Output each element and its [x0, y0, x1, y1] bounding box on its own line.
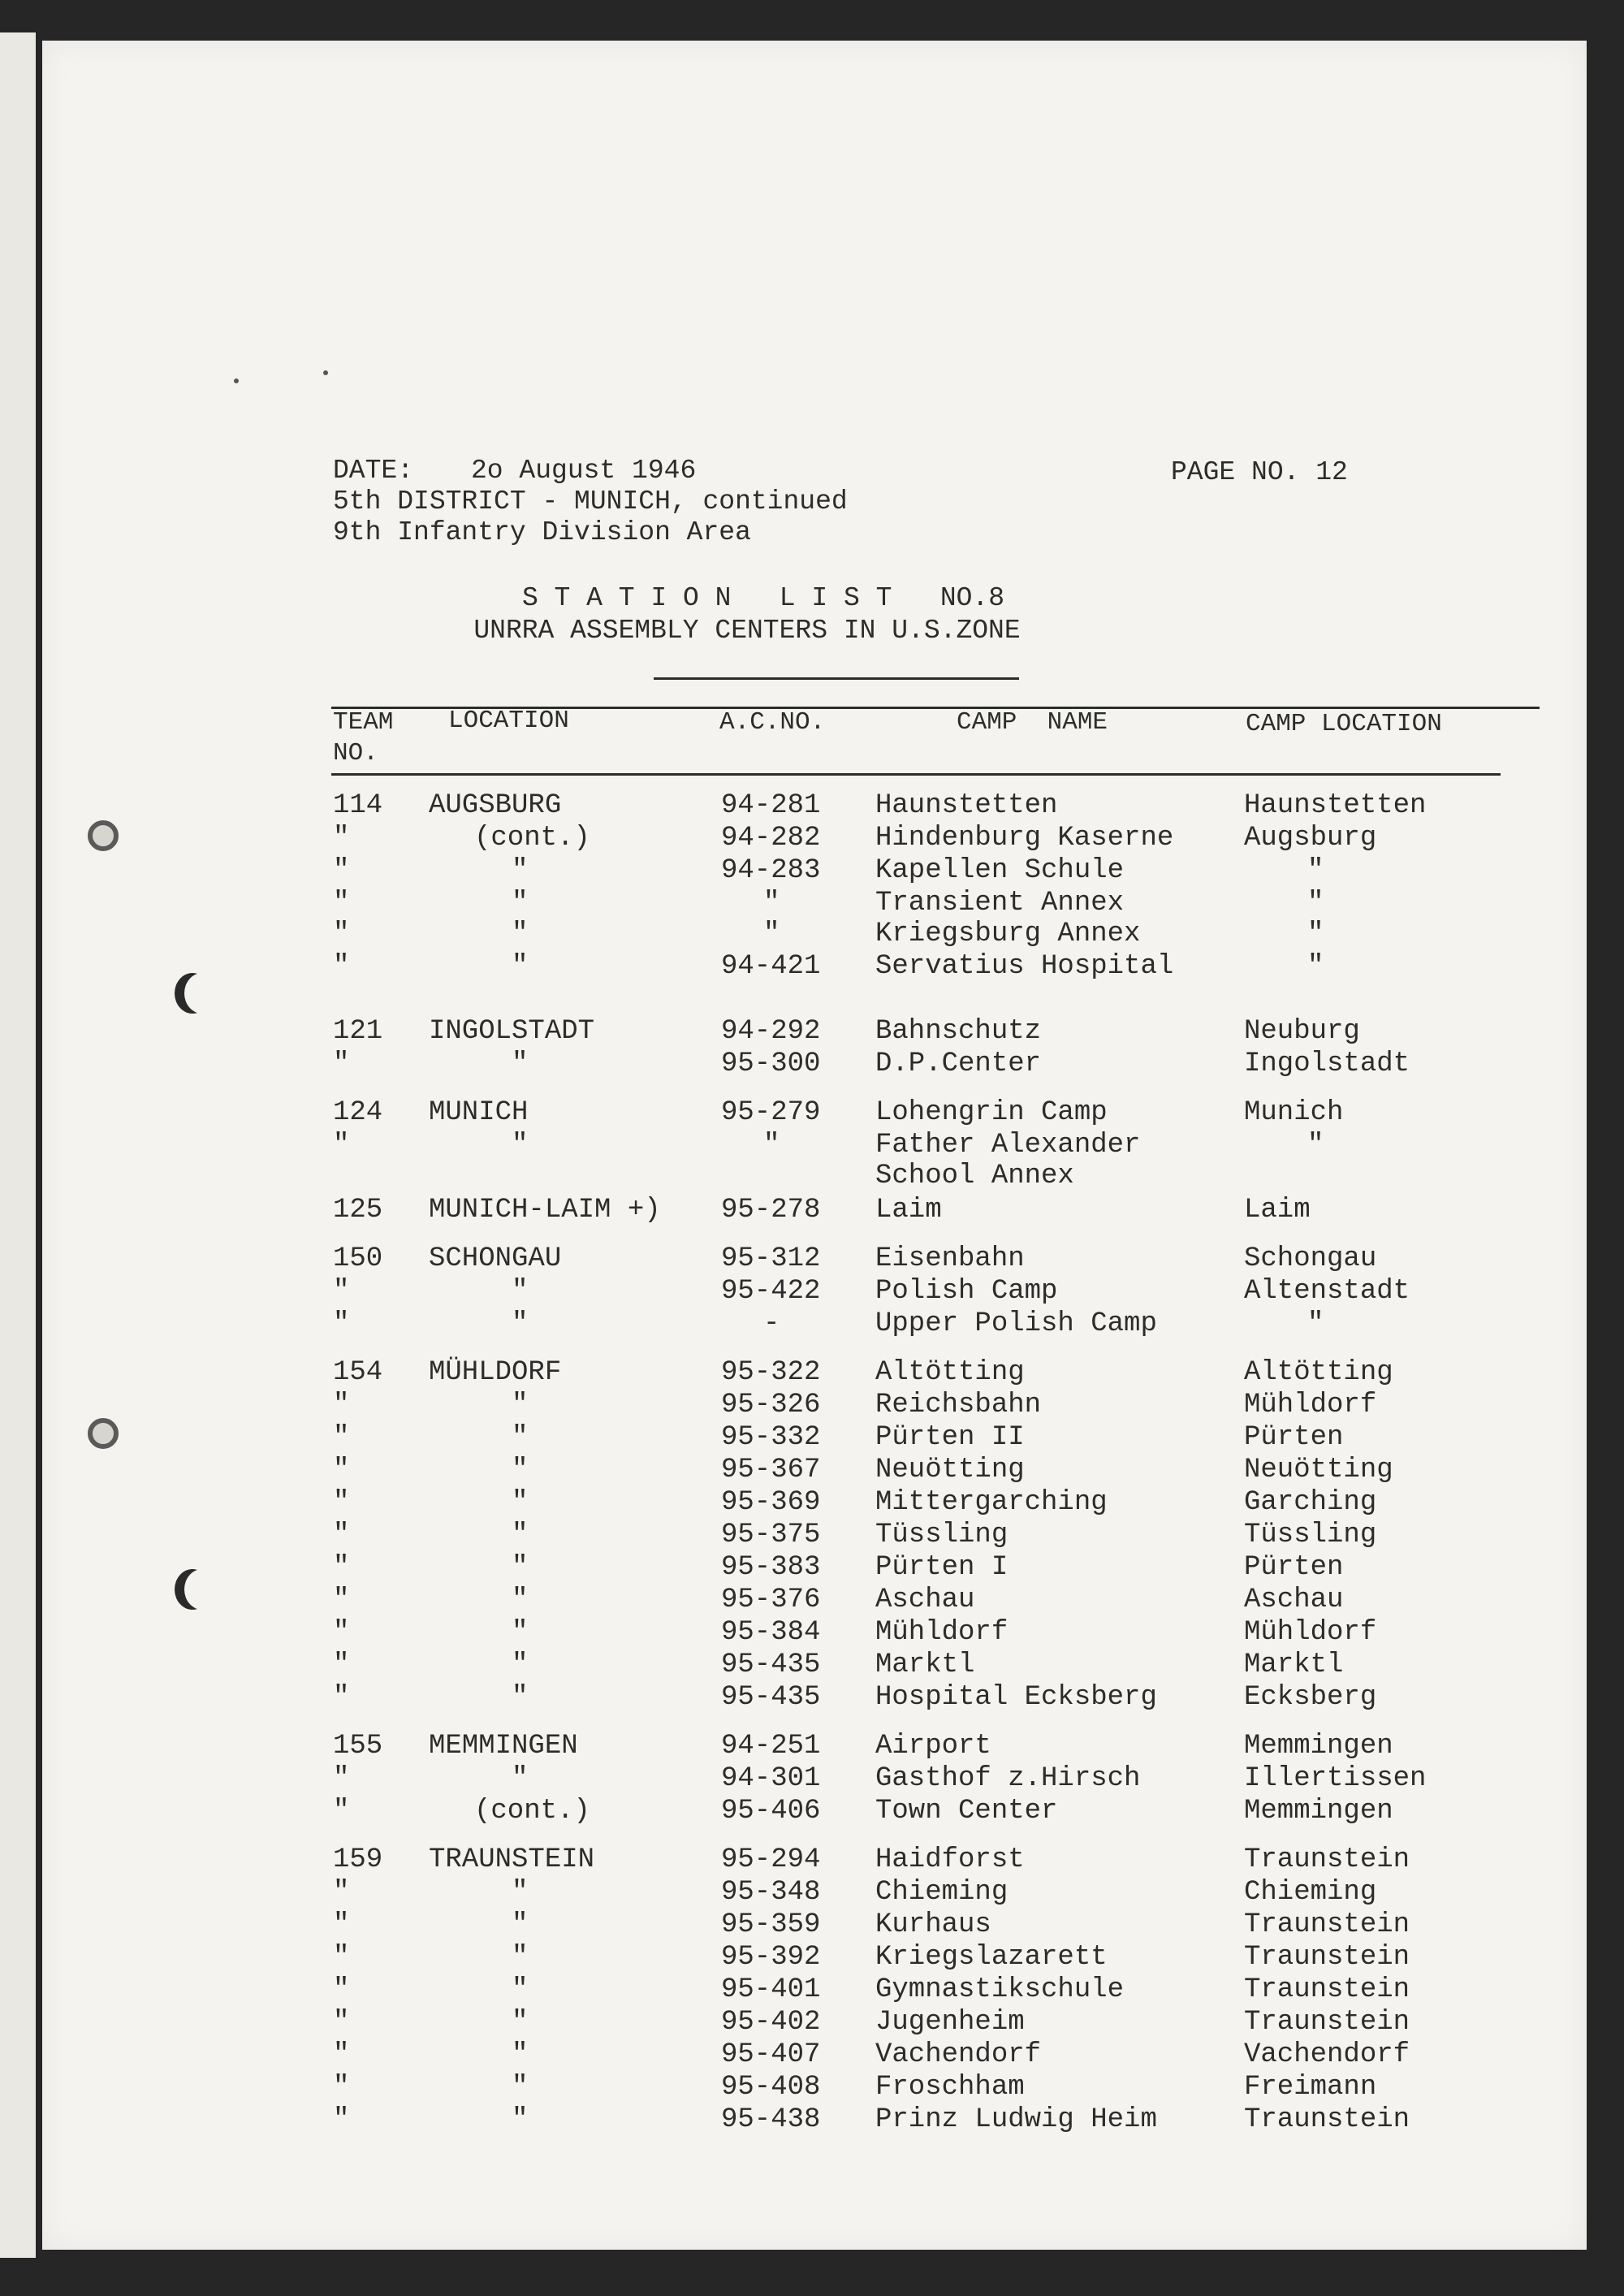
team-number-cell: " — [333, 1763, 350, 1794]
camp-location-cell: Chieming — [1244, 1877, 1377, 1908]
camp-location-cell: Ingolstadt — [1244, 1049, 1410, 1079]
ac-number-cell: 95-435 — [721, 1682, 821, 1713]
camp-location-cell: " — [1307, 888, 1324, 919]
team-number-cell: " — [333, 2104, 350, 2135]
team-number-cell: " — [333, 1276, 350, 1307]
camp-location-cell: Marktl — [1244, 1650, 1344, 1680]
team-number-cell: " — [333, 2007, 350, 2038]
team-number-cell: " — [333, 1455, 350, 1485]
ac-number-cell: 95-294 — [721, 1844, 821, 1875]
ac-number-cell: " — [763, 888, 780, 919]
team-number-cell: " — [333, 1942, 350, 1973]
column-header-ac-no: A.C.NO. — [719, 708, 826, 737]
title-underline — [654, 677, 1019, 680]
ac-number-cell: 94-292 — [721, 1016, 821, 1047]
ac-number-cell: 94-421 — [721, 951, 821, 982]
camp-name-cell: Gymnastikschule — [875, 1974, 1125, 2005]
location-cell: MEMMINGEN — [429, 1731, 578, 1762]
camp-location-cell: Haunstetten — [1244, 790, 1427, 821]
camp-location-cell: Schongau — [1244, 1243, 1377, 1274]
column-header-camp-name: CAMP NAME — [957, 708, 1108, 737]
camp-location-cell: " — [1307, 1130, 1324, 1161]
camp-location-cell: " — [1307, 1308, 1324, 1339]
location-cell: " — [512, 1552, 529, 1583]
date-label: DATE: — [333, 456, 414, 486]
camp-location-cell: Ecksberg — [1244, 1682, 1377, 1713]
camp-location-cell: " — [1307, 919, 1324, 949]
team-number-cell: " — [333, 888, 350, 919]
camp-name-cell: Hindenburg Kaserne — [875, 823, 1174, 854]
location-cell: SCHONGAU — [429, 1243, 562, 1274]
ac-number-cell: 95-348 — [721, 1877, 821, 1908]
location-cell: " — [512, 1974, 529, 2005]
team-number-cell: " — [333, 1650, 350, 1680]
ac-number-cell: 95-359 — [721, 1909, 821, 1940]
location-cell: " — [512, 855, 529, 886]
location-cell: " — [512, 1763, 529, 1794]
location-cell: " — [512, 1049, 529, 1079]
ac-number-cell: - — [763, 1308, 780, 1339]
team-number-cell: " — [333, 1682, 350, 1713]
location-cell: " — [512, 1650, 529, 1680]
ac-number-cell: 95-326 — [721, 1390, 821, 1420]
ac-number-cell: 95-402 — [721, 2007, 821, 2038]
station-list-subtitle: UNRRA ASSEMBLY CENTERS IN U.S.ZONE — [473, 616, 1021, 646]
location-cell: MUNICH — [429, 1097, 529, 1128]
camp-location-cell: Laim — [1244, 1195, 1311, 1226]
camp-name-cell: Neuötting — [875, 1455, 1025, 1485]
team-number-cell: " — [333, 1909, 350, 1940]
team-number-cell: " — [333, 951, 350, 982]
team-number-cell: 154 — [333, 1357, 383, 1388]
ac-number-cell: 95-392 — [721, 1942, 821, 1973]
camp-location-cell: Neuötting — [1244, 1455, 1393, 1485]
team-number-cell: 159 — [333, 1844, 383, 1875]
team-number-cell: " — [333, 1308, 350, 1339]
column-header-team: TEAM — [333, 708, 394, 737]
camp-name-cell: Upper Polish Camp — [875, 1308, 1157, 1339]
location-cell: INGOLSTADT — [429, 1016, 595, 1047]
camp-name-cell: Prinz Ludwig Heim — [875, 2104, 1157, 2135]
ac-number-cell: 95-322 — [721, 1357, 821, 1388]
ac-number-cell: 95-422 — [721, 1276, 821, 1307]
camp-location-cell: Altötting — [1244, 1357, 1393, 1388]
paper-speck — [323, 370, 328, 375]
ac-number-cell: " — [763, 919, 780, 949]
team-number-cell: " — [333, 1390, 350, 1420]
location-cell: " — [512, 1390, 529, 1420]
camp-location-cell: Pürten — [1244, 1552, 1344, 1583]
camp-name-cell: Lohengrin Camp — [875, 1097, 1108, 1128]
district-heading: 5th DISTRICT - MUNICH, continued — [333, 486, 848, 517]
camp-name-cell: Froschham — [875, 2072, 1025, 2103]
camp-name-cell: School Annex — [875, 1161, 1074, 1191]
camp-location-cell: Mühldorf — [1244, 1390, 1377, 1420]
ac-number-cell: 95-376 — [721, 1585, 821, 1615]
team-number-cell: " — [333, 1552, 350, 1583]
location-cell: " — [512, 1308, 529, 1339]
camp-name-cell: Altötting — [875, 1357, 1025, 1388]
camp-location-cell: Mühldorf — [1244, 1617, 1377, 1648]
team-number-cell: " — [333, 1130, 350, 1161]
camp-name-cell: Kapellen Schule — [875, 855, 1125, 886]
camp-name-cell: Pürten II — [875, 1422, 1025, 1453]
camp-name-cell: Pürten I — [875, 1552, 1009, 1583]
location-cell: AUGSBURG — [429, 790, 562, 821]
camp-name-cell: Haidforst — [875, 1844, 1025, 1875]
location-cell: (cont.) — [474, 1796, 590, 1827]
location-cell: (cont.) — [474, 823, 590, 854]
camp-name-cell: Eisenbahn — [875, 1243, 1025, 1274]
team-number-cell: 121 — [333, 1016, 383, 1047]
page-number: PAGE NO. 12 — [1171, 457, 1348, 487]
ac-number-cell: 95-332 — [721, 1422, 821, 1453]
camp-name-cell: Kriegsburg Annex — [875, 919, 1141, 949]
location-cell: " — [512, 2007, 529, 2038]
area-heading: 9th Infantry Division Area — [333, 517, 751, 547]
ac-number-cell: 95-401 — [721, 1974, 821, 2005]
ac-number-cell: 95-279 — [721, 1097, 821, 1128]
adjacent-page-edge — [0, 32, 36, 2258]
camp-name-cell: Chieming — [875, 1877, 1009, 1908]
station-list-title: S T A T I O N L I S T NO.8 — [521, 583, 1005, 613]
ac-number-cell: 94-281 — [721, 790, 821, 821]
camp-name-cell: Servatius Hospital — [875, 951, 1174, 982]
camp-name-cell: Gasthof z.Hirsch — [875, 1763, 1141, 1794]
camp-name-cell: Laim — [875, 1195, 942, 1226]
location-cell: TRAUNSTEIN — [429, 1844, 595, 1875]
camp-name-cell: Mittergarching — [875, 1487, 1108, 1518]
ac-number-cell: 94-282 — [721, 823, 821, 854]
ac-number-cell: 95-406 — [721, 1796, 821, 1827]
camp-location-cell: Traunstein — [1244, 2104, 1410, 2135]
location-cell: " — [512, 1487, 529, 1518]
camp-location-cell: " — [1307, 855, 1324, 886]
location-cell: " — [512, 1877, 529, 1908]
camp-location-cell: Tüssling — [1244, 1520, 1377, 1550]
camp-name-cell: Jugenheim — [875, 2007, 1025, 2038]
location-cell: " — [512, 1130, 529, 1161]
camp-name-cell: Hospital Ecksberg — [875, 1682, 1157, 1713]
camp-location-cell: Illertissen — [1244, 1763, 1427, 1794]
camp-name-cell: Transient Annex — [875, 888, 1125, 919]
location-cell: " — [512, 919, 529, 949]
camp-name-cell: Airport — [875, 1731, 991, 1762]
camp-name-cell: Mühldorf — [875, 1617, 1009, 1648]
camp-name-cell: Marktl — [875, 1650, 975, 1680]
column-header-location: LOCATION — [448, 707, 569, 735]
ac-number-cell: 95-312 — [721, 1243, 821, 1274]
camp-location-cell: Freimann — [1244, 2072, 1377, 2103]
location-cell: " — [512, 888, 529, 919]
location-cell: " — [512, 2072, 529, 2103]
location-cell: " — [512, 1682, 529, 1713]
camp-location-cell: Augsburg — [1244, 823, 1377, 854]
location-cell: " — [512, 1942, 529, 1973]
camp-name-cell: Vachendorf — [875, 2039, 1042, 2070]
team-number-cell: " — [333, 1422, 350, 1453]
location-cell: " — [512, 1422, 529, 1453]
camp-location-cell: Traunstein — [1244, 1909, 1410, 1940]
team-number-cell: " — [333, 1974, 350, 2005]
ac-number-cell: 95-367 — [721, 1455, 821, 1485]
camp-name-cell: Kriegslazarett — [875, 1942, 1108, 1973]
camp-name-cell: D.P.Center — [875, 1049, 1042, 1079]
clip-mark-upper — [175, 973, 210, 1014]
camp-name-cell: Haunstetten — [875, 790, 1058, 821]
camp-location-cell: Traunstein — [1244, 1942, 1410, 1973]
camp-name-cell: Bahnschutz — [875, 1016, 1042, 1047]
camp-location-cell: Traunstein — [1244, 1844, 1410, 1875]
ac-number-cell: 95-383 — [721, 1552, 821, 1583]
date-value: 2o August 1946 — [471, 456, 697, 486]
table-header-rule — [331, 773, 1501, 776]
camp-location-cell: Traunstein — [1244, 2007, 1410, 2038]
ac-number-cell: " — [763, 1130, 780, 1161]
ac-number-cell: 95-438 — [721, 2104, 821, 2135]
ac-number-cell: 94-283 — [721, 855, 821, 886]
ac-number-cell: 95-408 — [721, 2072, 821, 2103]
camp-location-cell: Aschau — [1244, 1585, 1344, 1615]
camp-location-cell: Vachendorf — [1244, 2039, 1410, 2070]
ac-number-cell: 95-384 — [721, 1617, 821, 1648]
team-number-cell: " — [333, 1520, 350, 1550]
team-number-cell: 150 — [333, 1243, 383, 1274]
camp-name-cell: Polish Camp — [875, 1276, 1058, 1307]
ac-number-cell: 95-407 — [721, 2039, 821, 2070]
camp-location-cell: Altenstadt — [1244, 1276, 1410, 1307]
punch-hole-upper — [88, 820, 119, 851]
camp-location-cell: Pürten — [1244, 1422, 1344, 1453]
paper-speck — [234, 378, 239, 383]
ac-number-cell: 95-278 — [721, 1195, 821, 1226]
team-number-cell: " — [333, 2039, 350, 2070]
location-cell: " — [512, 1455, 529, 1485]
team-number-cell: " — [333, 855, 350, 886]
camp-name-cell: Town Center — [875, 1796, 1058, 1827]
camp-location-cell: Memmingen — [1244, 1796, 1393, 1827]
punch-hole-lower — [88, 1418, 119, 1449]
location-cell: " — [512, 1617, 529, 1648]
team-number-cell: " — [333, 1617, 350, 1648]
column-header-team-no: NO. — [333, 739, 378, 767]
camp-location-cell: Traunstein — [1244, 1974, 1410, 2005]
team-number-cell: " — [333, 1585, 350, 1615]
location-cell: " — [512, 2104, 529, 2135]
camp-name-cell: Aschau — [875, 1585, 975, 1615]
column-header-camp-location: CAMP LOCATION — [1246, 710, 1442, 738]
team-number-cell: 155 — [333, 1731, 383, 1762]
location-cell: MÜHLDORF — [429, 1357, 562, 1388]
team-number-cell: " — [333, 919, 350, 949]
team-number-cell: 114 — [333, 790, 383, 821]
team-number-cell: " — [333, 1877, 350, 1908]
team-number-cell: 125 — [333, 1195, 383, 1226]
team-number-cell: " — [333, 1796, 350, 1827]
team-number-cell: 124 — [333, 1097, 383, 1128]
camp-location-cell: Neuburg — [1244, 1016, 1360, 1047]
location-cell: " — [512, 951, 529, 982]
ac-number-cell: 95-435 — [721, 1650, 821, 1680]
ac-number-cell: 95-375 — [721, 1520, 821, 1550]
camp-name-cell: Reichsbahn — [875, 1390, 1042, 1420]
location-cell: " — [512, 1276, 529, 1307]
team-number-cell: " — [333, 1049, 350, 1079]
clip-mark-lower — [175, 1569, 210, 1610]
camp-name-cell: Kurhaus — [875, 1909, 991, 1940]
camp-name-cell: Tüssling — [875, 1520, 1009, 1550]
location-cell: " — [512, 1520, 529, 1550]
camp-location-cell: Munich — [1244, 1097, 1344, 1128]
ac-number-cell: 95-369 — [721, 1487, 821, 1518]
team-number-cell: " — [333, 823, 350, 854]
team-number-cell: " — [333, 2072, 350, 2103]
camp-location-cell: " — [1307, 951, 1324, 982]
camp-location-cell: Memmingen — [1244, 1731, 1393, 1762]
ac-number-cell: 94-301 — [721, 1763, 821, 1794]
camp-location-cell: Garching — [1244, 1487, 1377, 1518]
ac-number-cell: 94-251 — [721, 1731, 821, 1762]
location-cell: " — [512, 2039, 529, 2070]
location-cell: " — [512, 1909, 529, 1940]
team-number-cell: " — [333, 1487, 350, 1518]
camp-name-cell: Father Alexander — [875, 1130, 1141, 1161]
ac-number-cell: 95-300 — [721, 1049, 821, 1079]
location-cell: " — [512, 1585, 529, 1615]
location-cell: MUNICH-LAIM +) — [429, 1195, 661, 1226]
